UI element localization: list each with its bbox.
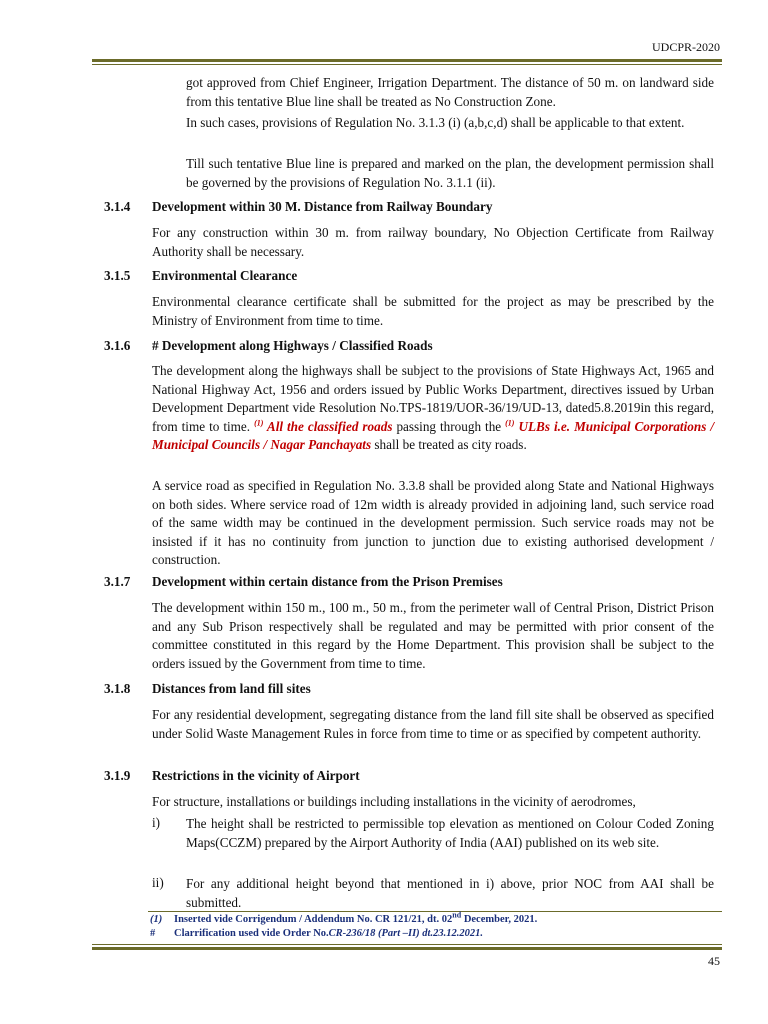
footnote-order-ref: CR-236/18 (Part –II) dt.23.12.2021. <box>328 928 483 939</box>
section-text-3-1-9: For structure, installations or buildings including installations in the vicinity of aerodromes, <box>152 794 636 809</box>
section-heading-3-1-5 <box>104 268 297 284</box>
section-number: 3.1.6 <box>104 338 131 353</box>
section-number: 3.1.5 <box>104 268 131 283</box>
list-text: For any additional height beyond that mentioned in i) above, prior NOC from AAI shall be submitted. <box>186 876 714 910</box>
section-title: Development within 30 M. Distance from Railway Boundary <box>152 199 493 214</box>
list-label: ii) <box>152 875 164 890</box>
section-title: Environmental Clearance <box>152 268 298 283</box>
section-title: Restrictions in the vicinity of Airport <box>152 768 360 783</box>
intro-paragraph-3: Till such tentative Blue line is prepared and marked on the plan, the development permission shall be governed by the provisions of Regulation No. 3.1.1 (ii). <box>186 156 714 190</box>
section-title: Development within certain distance from the Prison Premises <box>152 574 503 589</box>
section-text-3-1-4: For any construction within 30 m. from railway boundary, No Objection Certificate from Railway Authority shall be necessary. <box>152 225 714 259</box>
footnote-rule <box>148 911 722 912</box>
header-rule-thin <box>92 64 722 65</box>
footnote-text: Clarrification used vide Order No. <box>174 928 329 939</box>
section-text-3-1-6-b: A service road as specified in Regulation No. 3.3.8 shall be provided along State and National Highways on both sides. Where service road of 12m width is already provided in adjoining land, such service road of the same width may be continued in the development permission. Such service roads may not be insisted if it has no continuity from junction to junction due to existing authorised development / construction. <box>152 478 714 567</box>
section-text-3-1-5: Environmental clearance certificate shall be submitted for the project as may be prescribed by the Ministry of Environment from time to time. <box>152 294 714 328</box>
header-code: UDCPR-2020 <box>651 40 720 54</box>
section-text-3-1-6 <box>152 362 714 455</box>
section-number: 3.1.4 <box>104 199 131 214</box>
footnote-ref: (1) <box>254 418 264 428</box>
footnote-ref: (1) <box>505 418 515 428</box>
section-heading-3-1-8 <box>104 681 311 697</box>
section-number: 3.1.8 <box>104 681 131 696</box>
list-label: i) <box>152 815 161 830</box>
footnote-mark: # <box>150 928 156 939</box>
intro-paragraph-1: got approved from Chief Engineer, Irrigation Department. The distance of 50 m. on landward side from this tentative Blue line shall be treated as No Construction Zone. <box>186 75 714 109</box>
list-text: The height shall be restricted to permissible top elevation as mentioned on Colour Coded Zoning Maps(CCZM) prepared by the Airport Authority of India (AAI) published on its web site. <box>186 816 714 850</box>
intro-paragraph-2: In such cases, provisions of Regulation No. 3.1.3 (i) (a,b,c,d) shall be applicable to that extent. <box>186 115 685 130</box>
section-number: 3.1.9 <box>104 768 131 783</box>
section-text-3-1-8: For any residential development, segregating distance from the land fill site shall be observed as specified under Solid Waste Management Rules in force from time to time or as specified by competent authority. <box>152 707 714 741</box>
header-rule-thick <box>92 59 722 62</box>
footnote-text: Inserted vide Corrigendum / Addendum No. CR 121/21, dt. 02 <box>174 914 453 925</box>
footer-rule-thin <box>92 944 722 945</box>
section-text-3-1-7: The development within 150 m., 100 m., 50 m., from the perimeter wall of Central Prison, District Prison and any Sub Prison respectively shall be regulated and may be permitted with prior consent of the committee constituted in this regard by the Home Department. This provision shall be subject to the orders issued by the Government from time to time. <box>152 600 714 671</box>
footnote-mark: (1) <box>150 914 163 925</box>
section-heading-3-1-6 <box>104 338 433 354</box>
section-title: Distances from land fill sites <box>152 681 311 696</box>
footer-rule-thick <box>92 947 722 950</box>
text-run: The development along the highways shall be subject to the provisions of State Highways Act, 1965 and National Highway Act, 1956 and orders issued by Public Works Department, directives issued by Urban Development Department vide Resolution No.TPS-1819/UOR-36/19/UD-13, dated5.8.2019in this regard, from time to time. <box>152 363 714 434</box>
text-run: shall be treated as city roads. <box>371 437 527 452</box>
page-number: 45 <box>708 954 720 968</box>
highlight-classified-roads: All the classified roads <box>263 418 393 434</box>
footnote-sup: nd <box>452 910 462 920</box>
text-run: passing through the <box>392 418 506 434</box>
section-number: 3.1.7 <box>104 574 131 589</box>
footnote-2 <box>150 928 483 939</box>
section-heading-3-1-9 <box>104 768 360 784</box>
footnote-1 <box>150 910 538 925</box>
section-heading-3-1-7 <box>104 574 503 590</box>
section-heading-3-1-4 <box>104 199 492 215</box>
footnote-text: December, 2021. <box>461 914 538 925</box>
highlight-ulbs: ULBs i.e. Municipal Corporations / Municipal Councils / Nagar Panchayats <box>152 418 714 452</box>
section-title: # Development along Highways / Classified Roads <box>152 338 433 353</box>
